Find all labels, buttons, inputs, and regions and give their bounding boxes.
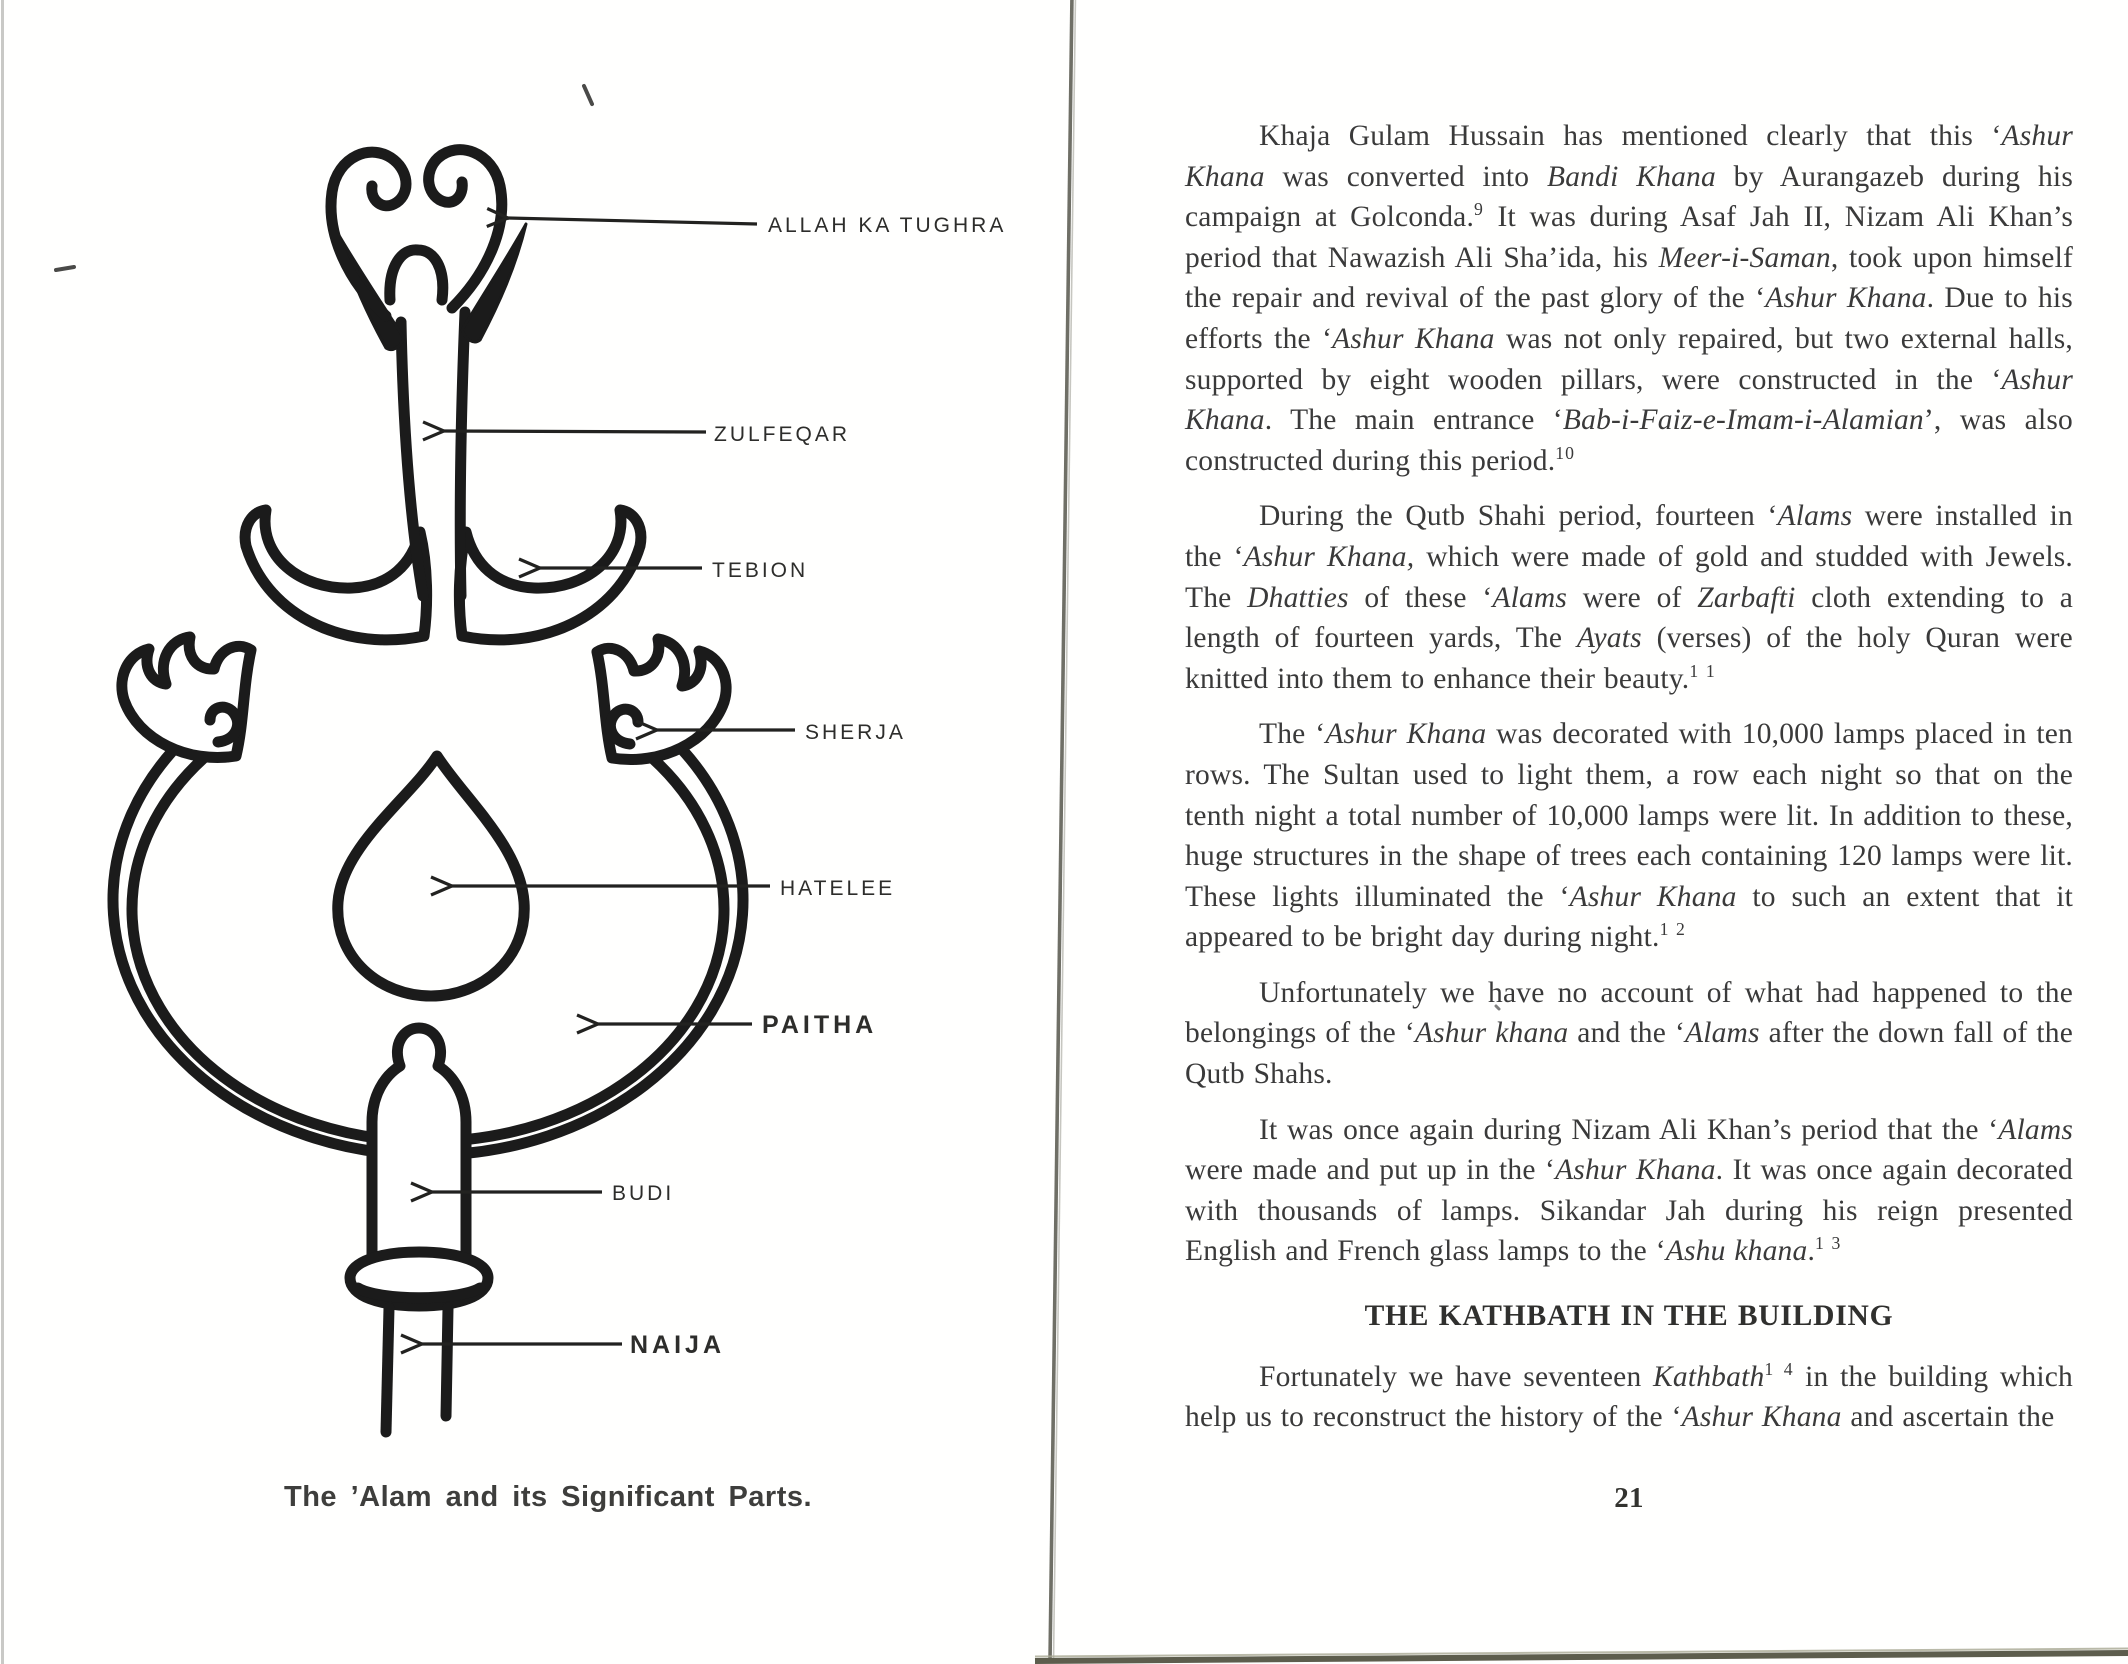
page-number: 21 (1614, 1481, 1644, 1514)
tebion-left-leaf (245, 510, 427, 640)
paragraph-ashur-khana-history: Khaja Gulam Hussain has mentioned clearly that this ‘Ashur Khana was converted into Bandi Khana by Aurangazeb during his campaign at Golconda.$^9$ It was during Asaf Jah II, Nizam Ali Khan’s period that Nawazish Ali Sha’ida, his Meer-i-Saman, took upon himself the repair and revival of the past glory of the ‘Ashur Khana. Due to his efforts the ‘Ashur Khana was not only repaired, but two external halls, supported by eight wooden pillars, were constructed in the ‘Ashur Khana. The main entrance ‘Bab-i-Faiz-e-Imam-i-Alamian’, was also constructed during this period.$^{10}$ (1185, 120, 2073, 477)
figure-labels (612, 214, 1006, 1359)
naija-pole-left (386, 1308, 389, 1432)
label-budi: BUDI (612, 1182, 675, 1205)
arrow-zulfeqar (444, 431, 706, 432)
label-allah-ka-tughra: ALLAH KA TUGHRA (768, 214, 1007, 237)
label-sherja: SHERJA (805, 721, 906, 744)
label-zulfeqar: ZULFEQAR (714, 423, 851, 446)
label-paitha: PAITHA (762, 1011, 878, 1039)
bottom-page-edge (1035, 1653, 2128, 1661)
gutter-shadow (1050, 0, 1072, 1662)
figure-leader-arrows (422, 218, 795, 1344)
paragraph-ten-thousand-lamps: The ‘Ashur Khana was decorated with 10,000 lamps placed in ten rows. The Sultan used to light them, a row each night so that on the tenth night a total number of 10,000 lamps were lit. In addition to these, huge structures in the shape of trees each containing 120 lamps were lit. These lights illuminated the ‘Ashur Khana to such an extent that it appeared to be bright day during night.$^{1 2}$ (1185, 718, 2073, 954)
right-page-text-column (1185, 116, 2073, 1518)
figure-caption: The ’Alam and its Significant Parts. (284, 1481, 813, 1513)
label-tebion: TEBION (712, 559, 809, 582)
alam-drawing (113, 150, 743, 1432)
naija-pole-right (446, 1308, 448, 1416)
paragraph-nizam-ali-khan-alams: It was once again during Nizam Ali Khan’s period that the ‘Alams were made and put up in the ‘Ashur Khana. It was once again decorated with thousands of lamps. Sikandar Jah during his reign presented English and French glass lamps to the ‘Ashu khana.$^{1 3}$ (1185, 1113, 2073, 1268)
tughra-center-arch (390, 250, 443, 300)
paragraph-qutb-shahi-alams: During the Qutb Shahi period, fourteen ‘Alams were installed in the ‘Ashur Khana, which were made of gold and studded with Jewels. The Dhatties of these ‘Alams were of Zarbafti cloth extending to a length of fourteen yards, The Ayats (verses) of the holy Quran were knitted into them to enhance their beauty.$^{1 1}$ (1185, 500, 2073, 695)
zulfeqar-neck-right-edge (460, 312, 465, 596)
paragraph-seventeen-kathbath: Fortunately we have seventeen Kathbath$^{1 4}$ in the building which help us to reconstruct the history of the ‘Ashur Khana and ascertain the (1185, 1358, 2073, 1434)
budi-cylinder (372, 1028, 466, 1266)
arrow-allah-ka-tughra (508, 218, 757, 224)
label-hatelee: HATELEE (780, 877, 896, 900)
section-heading: THE KATHBATH IN THE BUILDING (1364, 1300, 1894, 1333)
zulfeqar-neck-left-edge (401, 322, 423, 596)
paragraph-lost-belongings: Unfortunately we have no account of what had happened to the belongings of the ‘Ashur khana and the ‘Alams after the down fall of the Qutb Shahs. (1185, 976, 2073, 1091)
tebion-right-leaf (459, 510, 641, 640)
hatelee-teardrop (338, 756, 524, 996)
label-naija: NAIJA (630, 1331, 726, 1359)
gutter-shadow-soft (1054, 0, 1076, 1662)
